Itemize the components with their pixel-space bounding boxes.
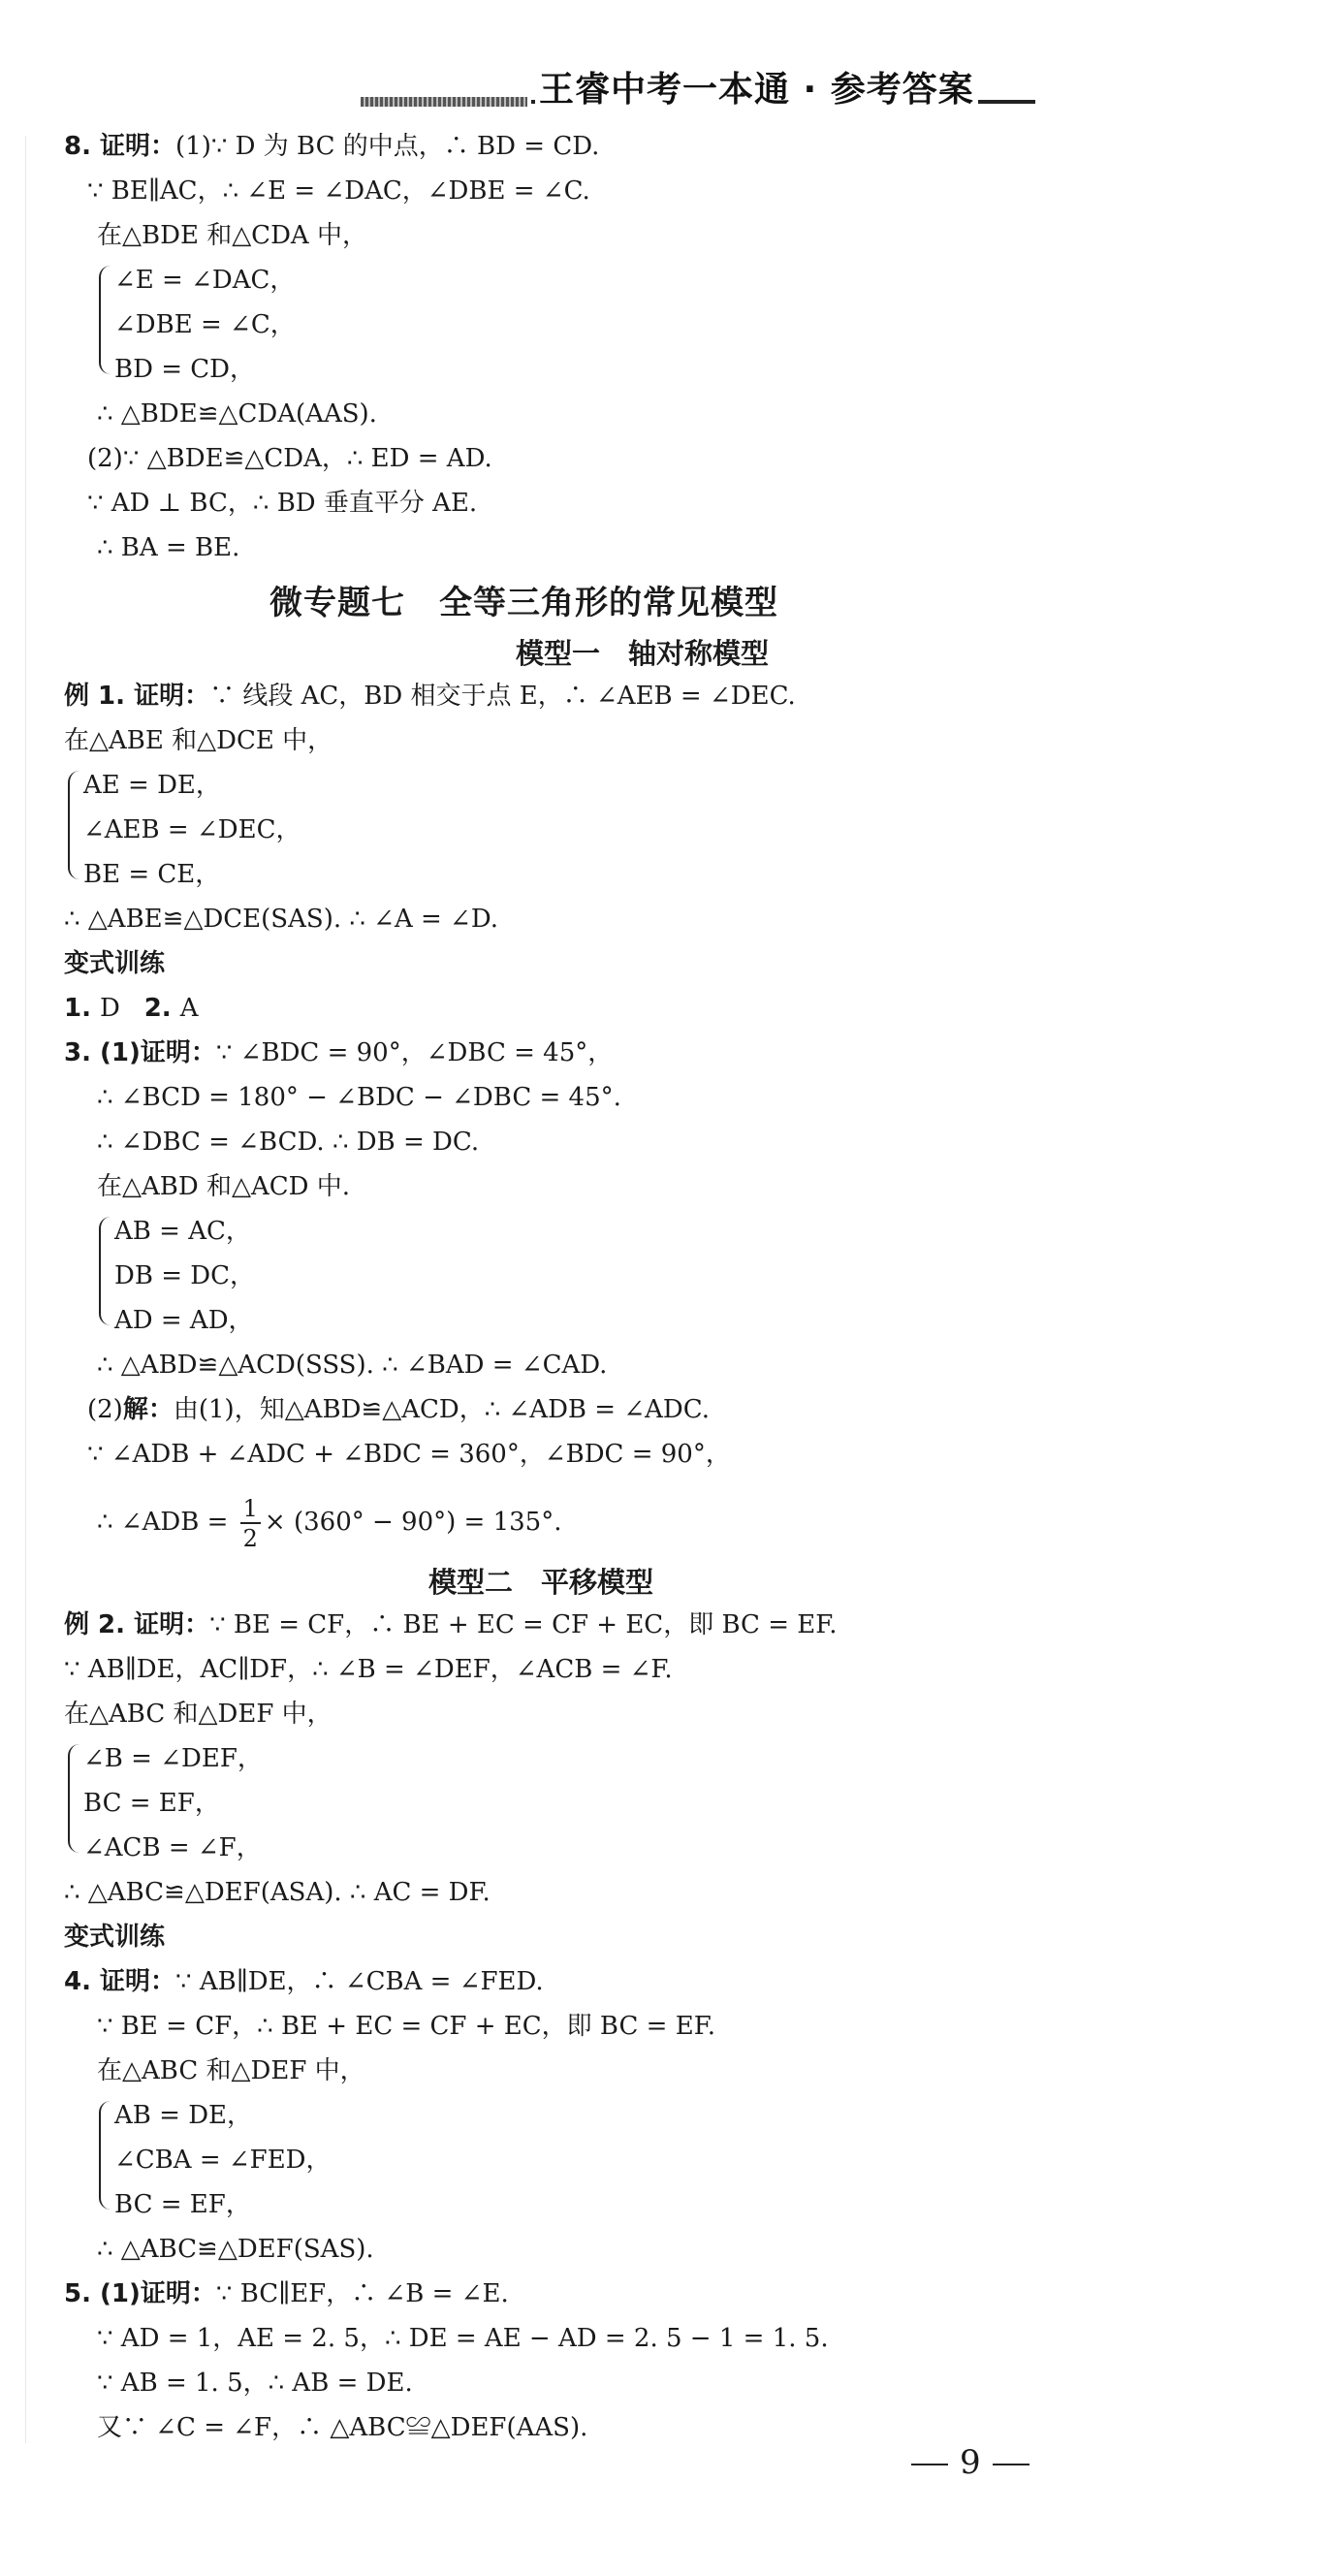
q4-text-1: ∵ AB∥DE，∴ ∠CBA = ∠FED. bbox=[175, 1967, 544, 1996]
ex2-brace bbox=[68, 1744, 83, 1853]
ex2-text-1: ∵ BE = CF，∴ BE + EC = CF + EC，即 BC = EF. bbox=[209, 1610, 838, 1639]
q5-line-2: ∵ AD = 1，AE = 2. 5，∴ DE = AE − AD = 2. 5 − 1 = 1. 5. bbox=[97, 2324, 829, 2353]
answers-1-2 bbox=[64, 989, 199, 1028]
q5-line-3: ∵ AB = 1. 5，∴ AB = DE. bbox=[97, 2369, 413, 2398]
q3-line-6 bbox=[87, 1390, 710, 1429]
q4-system-1: AB = DE， bbox=[114, 2101, 253, 2130]
q5-title: 5. (1)证明： bbox=[64, 2279, 216, 2308]
q8-title: 8. 证明： bbox=[64, 132, 176, 161]
ex1-system-3: BE = CE， bbox=[83, 860, 221, 889]
fraction-denominator: 2 bbox=[242, 1524, 258, 1552]
q3-text-8b: × (360° − 90°) = 135°. bbox=[264, 1508, 562, 1537]
q4-line-3: 在△ABC 和△DEF 中， bbox=[97, 2056, 365, 2085]
practice-heading-1: 变式训练 bbox=[64, 949, 166, 978]
page-number bbox=[900, 2443, 1041, 2482]
q8-line-5: (2)∵ △BDE≌△CDA，∴ ED = AD. bbox=[87, 444, 492, 473]
ex1-text-1: ∵ 线段 AC，BD 相交于点 E，∴ ∠AEB = ∠DEC. bbox=[209, 682, 796, 711]
q3-part-2-label: (2) bbox=[87, 1395, 123, 1424]
q8-line-7: ∴ BA = BE. bbox=[97, 533, 240, 562]
page-number-value: 9 bbox=[960, 2443, 981, 2482]
q3-line-1 bbox=[64, 1034, 613, 1072]
answer-2-value: A bbox=[179, 994, 199, 1023]
q3-brace bbox=[99, 1217, 114, 1325]
q8-line-3: 在△BDE 和△CDA 中， bbox=[97, 221, 367, 250]
ex2-system-3: ∠ACB = ∠F， bbox=[83, 1833, 262, 1862]
fraction-numerator: 1 bbox=[240, 1497, 261, 1524]
q4-title: 4. 证明： bbox=[64, 1967, 176, 1996]
q5-line-1 bbox=[64, 2274, 509, 2313]
ex2-system-2: BC = EF， bbox=[83, 1789, 220, 1818]
section-title: 微专题七 全等三角形的常见模型 bbox=[269, 584, 778, 622]
q3-system-2: DB = DC， bbox=[114, 1261, 256, 1290]
q3-text-6: 由(1)，知△ABD≌△ACD，∴ ∠ADB = ∠ADC. bbox=[173, 1395, 710, 1424]
q3-text-1: ∵ ∠BDC = 90°，∠DBC = 45°， bbox=[215, 1038, 614, 1067]
ex2-line-3: 在△ABC 和△DEF 中， bbox=[64, 1700, 332, 1729]
q4-brace bbox=[99, 2101, 114, 2210]
q4-system-3: BC = EF， bbox=[114, 2190, 251, 2219]
ex1-line-1 bbox=[64, 677, 796, 716]
q8-line-2: ∵ BE∥AC，∴ ∠E = ∠DAC，∠DBE = ∠C. bbox=[87, 176, 590, 206]
q5-line-4: 又∵ ∠C = ∠F，∴ △ABC≌△DEF(AAS). bbox=[97, 2413, 588, 2442]
q3-system-1: AB = AC， bbox=[114, 1217, 251, 1246]
margin-rule bbox=[25, 136, 26, 2443]
q3-line-8 bbox=[97, 1493, 562, 1551]
fraction-one-half bbox=[240, 1494, 261, 1552]
q4-line-4: ∴ △ABC≌△DEF(SAS). bbox=[97, 2235, 374, 2264]
q3-text-8a: ∴ ∠ADB = bbox=[97, 1508, 237, 1537]
ex1-brace bbox=[68, 771, 83, 879]
answer-1-value: D bbox=[100, 994, 120, 1023]
ex1-line-3: ∴ △ABE≌△DCE(SAS). ∴ ∠A = ∠D. bbox=[64, 905, 499, 934]
q3-line-2: ∴ ∠BCD = 180° − ∠BDC − ∠DBC = 45°. bbox=[97, 1083, 621, 1112]
ex2-system-1: ∠B = ∠DEF， bbox=[83, 1744, 263, 1773]
header-decoration bbox=[361, 97, 527, 107]
q8-system-1: ∠E = ∠DAC， bbox=[114, 266, 296, 295]
q8-system-3: BD = CD， bbox=[114, 355, 256, 384]
ex1-line-2: 在△ABE 和△DCE 中， bbox=[64, 726, 333, 755]
q8-line-1 bbox=[64, 127, 599, 166]
q4-system-2: ∠CBA = ∠FED， bbox=[114, 2146, 332, 2175]
ex2-line-2: ∵ AB∥DE，AC∥DF，∴ ∠B = ∠DEF，∠ACB = ∠F. bbox=[64, 1655, 673, 1684]
page-header bbox=[0, 58, 1330, 126]
practice-heading-2: 变式训练 bbox=[64, 1923, 166, 1952]
q3-line-7: ∵ ∠ADB + ∠ADC + ∠BDC = 360°，∠BDC = 90°， bbox=[87, 1440, 731, 1469]
model1-title: 模型一 轴对称模型 bbox=[516, 637, 770, 670]
answer-1-label: 1. bbox=[64, 994, 101, 1023]
q3-title: 3. (1)证明： bbox=[64, 1038, 216, 1067]
model2-title: 模型二 平移模型 bbox=[428, 1566, 654, 1599]
answer-2-label: 2. bbox=[143, 994, 180, 1023]
q4-line-1 bbox=[64, 1962, 544, 2001]
q3-line-3: ∴ ∠DBC = ∠BCD. ∴ DB = DC. bbox=[97, 1128, 480, 1157]
q5-text-1: ∵ BC∥EF，∴ ∠B = ∠E. bbox=[215, 2279, 509, 2308]
q8-line-4: ∴ △BDE≌△CDA(AAS). bbox=[97, 399, 377, 429]
ex2-title: 例 2. 证明： bbox=[64, 1610, 210, 1639]
q8-system-2: ∠DBE = ∠C， bbox=[114, 310, 296, 339]
q3-line-5: ∴ △ABD≌△ACD(SSS). ∴ ∠BAD = ∠CAD. bbox=[97, 1351, 608, 1380]
ex1-system-1: AE = DE， bbox=[83, 771, 221, 800]
ex1-title: 例 1. 证明： bbox=[64, 682, 210, 711]
ex2-line-4: ∴ △ABC≌△DEF(ASA). ∴ AC = DF. bbox=[64, 1878, 491, 1907]
ex1-system-2: ∠AEB = ∠DEC， bbox=[83, 815, 301, 844]
q3-solution-label: 解： bbox=[122, 1395, 174, 1424]
header-title: 王睿中考一本通 · 参考答案 bbox=[535, 62, 978, 111]
q8-line-6: ∵ AD ⊥ BC，∴ BD 垂直平分 AE. bbox=[87, 489, 478, 518]
q3-line-4: 在△ABD 和△ACD 中. bbox=[97, 1172, 351, 1201]
q4-line-2: ∵ BE = CF，∴ BE + EC = CF + EC，即 BC = EF. bbox=[97, 2012, 715, 2041]
ex2-line-1 bbox=[64, 1606, 838, 1644]
q3-system-3: AD = AD， bbox=[114, 1306, 254, 1335]
q8-brace bbox=[99, 266, 114, 374]
q8-text-1: (1)∵ D 为 BC 的中点，∴ BD = CD. bbox=[175, 132, 600, 161]
